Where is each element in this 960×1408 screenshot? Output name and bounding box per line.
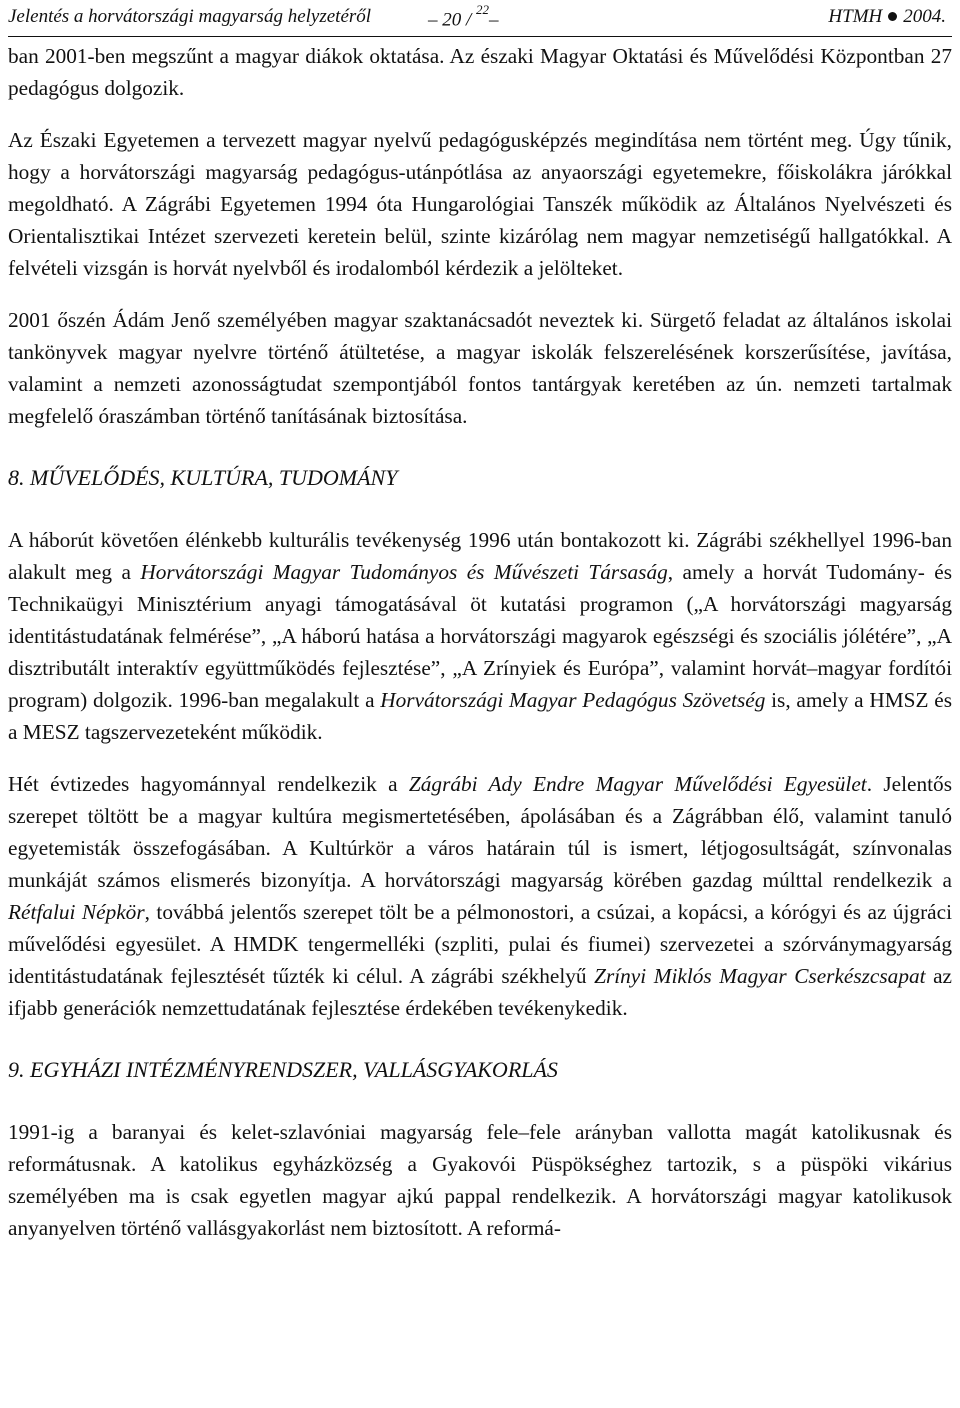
header-document-title: Jelentés a horvátországi magyarság helyzetéről [8, 6, 372, 27]
page-header [8, 2, 952, 37]
paragraph-3: 2001 őszén Ádám Jenő személyében magyar szaktanácsadót neveztek ki. Sürgető feladat az általános iskolai tankönyvek magyar nyelvre történő átültetése, a magyar iskolák felszerelésének korszerűsítése, javítása, valamint a nemzeti azonosságtudat szempontjából fontos tantárgyak keretében az ún. nemzeti tartalmak megfelelő óraszámban történő tanításának biztosítása. [8, 308, 952, 428]
bullet-icon [888, 12, 897, 21]
header-page-number: – 20 / $^{22}$– [428, 2, 499, 31]
paragraph-5: Hét évtizedes hagyománnyal rendelkezik a Zágrábi Ady Endre Magyar Művelődési Egyesület. Jelentős szerepet töltött be a magyar kultúra megismertetésében, ápolásában és a Zágrábban élő, valamint tanuló egyetemisták összefogásában. A Kultúrkör a város határain túl is ismert, létjogosultságát, színvonalas munkáját számos elismerés bizonyítja. A horvátországi magyarság körében gazdag múlttal rendelkezik a Rétfalui Népkör, továbbá jelentős szerepet tölt be a pélmonostori, a csúzai, a kopácsi, a kórógyi és az újgráci művelődési egyesület. A HMDK tengermelléki (szpliti, pulai és fiumei) szervezetei a szórványmagyarság identitástudatának fejlesztését tűzték ki célul. A zágrábi székhelyű Zrínyi Miklós Magyar Cserkészcsapat az ifjabb generációk nemzettudatának fejlesztése érdekében tevékenykedik. [8, 772, 953, 1020]
section-heading-8: 8. MŰVELŐDÉS, KULTÚRA, TUDOMÁNY [8, 465, 398, 490]
document-body [8, 40, 952, 1244]
paragraph-2: Az Északi Egyetemen a tervezett magyar nyelvű pedagógusképzés megindítása nem történt meg. Úgy tűnik, hogy a horvátországi magyarság pedagógus-utánpótlása az anyaországi egyetemekre, főiskolákra járókkal megoldható. A Zágrábi Egyetemen 1994 óta Hungarológiai Tanszék működik az Általános Nyelvészeti és Orientalisztikai Intézet szervezeti keretein belül, szinte kizárólag nem magyar nemzetiségű hallgatókkal. A felvételi vizsgán is horvát nyelvből és irodalomból kérdezik a jelölteket. [8, 128, 952, 280]
paragraph-6: 1991-ig a baranyai és kelet-szlavóniai magyarság fele–fele arányban vallotta magát katolikusnak és reformátusnak. A katolikus egyházközség a Gyakovói Püspökséghez tartozik, s a püspöki vikárius személyében ma is csak egyetlen magyar ajkú pappal rendelkezik. A horvátországi magyar katolikusok anyanyelven történő vallásgyakorlást nem biztosított. A reformá- [8, 1120, 952, 1240]
paragraph-1: ban 2001-ben megszűnt a magyar diákok oktatása. Az északi Magyar Oktatási és Művelődési Központban 27 pedagógus dolgozik. [8, 44, 952, 100]
header-publisher: HTMH 2004. [828, 6, 946, 27]
paragraph-4: A háborút követően élénkebb kulturális tevékenység 1996 után bontakozott ki. Zágrábi székhellyel 1996-ban alakult meg a Horvátországi Magyar Tudományos és Művészeti Társaság, amely a horvát Tudomány- és Technikaügyi Minisztérium anyagi támogatásával öt kutatási programon („A horvátországi magyarság identitástudatának felmérése”, „A háború hatása a horvátországi magyarok egészségi és szociális jólétére”, „A disztributált interaktív együttműködés fejlesztése”, „A Zrínyiek és Európa”, valamint horvát–magyar fordítói program) dolgozik. 1996-ban megalakult a Horvátországi Magyar Pedagógus Szövetség is, amely a HMSZ és a MESZ tagszervezeteként működik. [8, 528, 952, 744]
section-heading-9: 9. EGYHÁZI INTÉZMÉNYRENDSZER, VALLÁSGYAKORLÁS [8, 1057, 558, 1082]
